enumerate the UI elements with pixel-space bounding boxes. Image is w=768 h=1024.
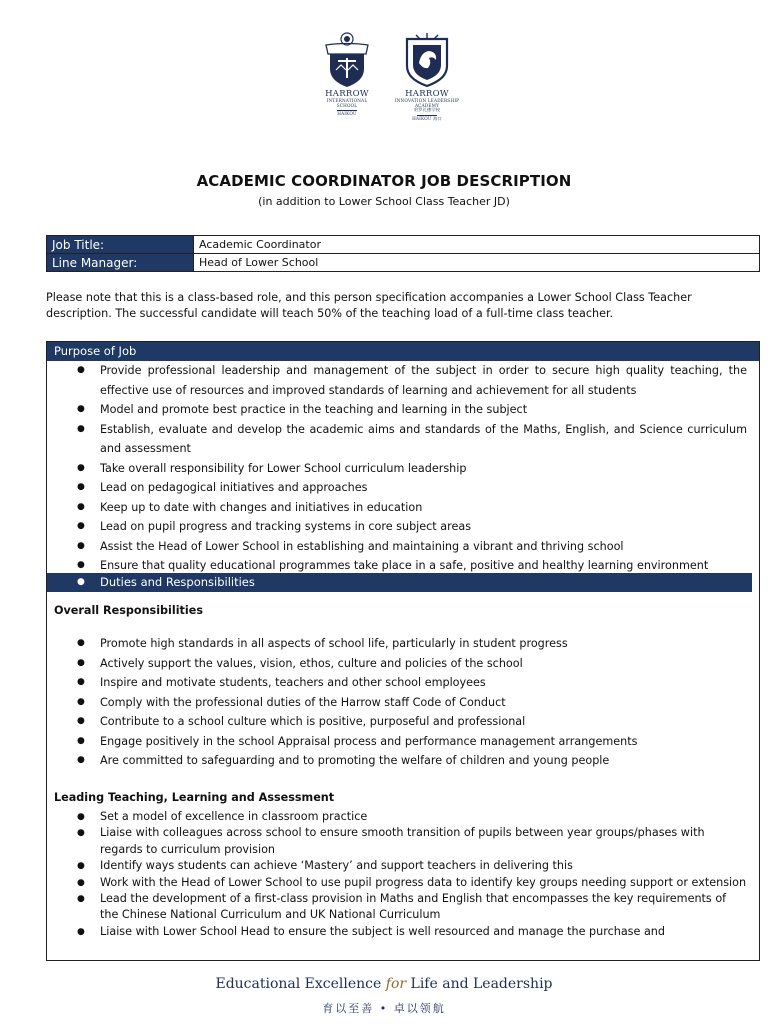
list-item-text: Provide professional leadership and management of the subject in order to secure high quality teaching, the effective use of resources and improved standards of learning and achievement for all students	[100, 364, 747, 397]
job-title-value: Academic Coordinator	[194, 236, 760, 254]
logo-line: ACADEMY	[414, 102, 440, 108]
list-item-text: Lead the development of a first-class provision in Maths and English that encompasses the key requirements of the Chinese National Curriculum and UK National Curriculum	[100, 892, 727, 922]
bullet-icon: ●	[77, 482, 85, 492]
footer-motto-chinese: 育以至善 • 卓以领航	[322, 1002, 446, 1015]
table-row	[47, 254, 760, 272]
bullet-icon: ●	[77, 894, 85, 905]
bullet-icon: ●	[77, 462, 85, 473]
list-item-text: Liaise with colleagues across school to ensure smooth transition of pupils between year groups/phases with regards to curriculum provision	[100, 826, 705, 856]
list-item-text: Model and promote best practice in the teaching and learning in the subject	[100, 403, 528, 416]
lion-shield-icon	[402, 32, 452, 88]
list-item-text: Lead on pupil progress and tracking systems in core subject areas	[100, 520, 472, 533]
logo-line: SCHOOL	[336, 102, 358, 108]
list-item-text: Establish, evaluate and develop the academic aims and standards of the Maths, English, and Science curriculum and assessment	[100, 422, 747, 455]
bullet-icon: ●	[77, 861, 85, 872]
bullet-icon: ●	[77, 501, 85, 512]
duties-heading-bar	[47, 573, 752, 592]
job-info-table	[46, 235, 760, 272]
bullet-icon: ●	[77, 696, 85, 707]
harrow-innovation-leadership-academy-logo	[388, 32, 466, 144]
job-title-label: Job Title:	[47, 236, 194, 254]
bullet-icon: ●	[77, 521, 85, 531]
list-item-text: Engage positively in the school Appraisal process and performance management arrangements	[100, 734, 638, 748]
list-item	[47, 732, 759, 752]
motto-for: for	[385, 976, 407, 992]
logo-line: HAIKOU 海口	[412, 115, 442, 121]
list-item-text: Actively support the values, vision, ethos, culture and policies of the school	[100, 656, 523, 670]
list-item	[47, 420, 759, 459]
list-item	[47, 634, 759, 654]
document-title: ACADEMIC COORDINATOR JOB DESCRIPTION	[196, 172, 572, 190]
motto-text: Educational Excellence	[215, 976, 382, 992]
bullet-icon: ●	[77, 877, 85, 888]
leading-teaching-list	[47, 809, 759, 940]
list-item	[47, 478, 759, 498]
list-item	[47, 809, 759, 825]
crest-icon	[322, 32, 372, 88]
list-item	[47, 891, 759, 924]
bullet-icon: ●	[77, 577, 85, 587]
purpose-list	[47, 361, 759, 576]
overall-responsibilities-list	[47, 634, 759, 771]
list-item	[47, 673, 759, 693]
bullet-icon: ●	[77, 657, 85, 668]
bullet-icon: ●	[77, 926, 85, 937]
bullet-icon: ●	[77, 755, 85, 765]
school-logos	[300, 32, 470, 147]
list-item-text: Are committed to safeguarding and to promoting the welfare of children and young people	[100, 754, 610, 767]
list-item-text: Promote high standards in all aspects of school life, particularly in student progress	[100, 637, 568, 650]
logo-line: HAIKOU	[337, 111, 357, 117]
motto-text: Life and Leadership	[410, 976, 553, 992]
bullet-icon: ●	[77, 716, 85, 726]
bullet-icon: ●	[77, 735, 85, 746]
harrow-international-school-logo	[308, 32, 386, 144]
bullet-icon: ●	[77, 638, 85, 648]
list-item	[47, 924, 759, 940]
bullet-icon: ●	[77, 423, 85, 434]
list-item-text: Set a model of excellence in classroom practice	[100, 810, 368, 823]
bullet-icon: ●	[77, 828, 85, 839]
footer-motto	[0, 976, 768, 992]
bullet-icon: ●	[77, 677, 85, 687]
list-item	[47, 654, 759, 674]
bullet-icon: ●	[77, 560, 85, 570]
list-item-text: Contribute to a school culture which is positive, purposeful and professional	[100, 715, 526, 728]
line-manager-label: Line Manager:	[47, 254, 194, 272]
intro-paragraph: Please note that this is a class-based role, and this person specification accompanies a Lower School Class Teacher description. The successful candidate will teach 50% of the teaching load of a full-time class teacher.	[46, 291, 692, 320]
list-item-text: Keep up to date with changes and initiatives in education	[100, 500, 423, 514]
list-item-text: Comply with the professional duties of the Harrow staff Code of Conduct	[100, 695, 506, 709]
table-row	[47, 236, 760, 254]
logo-line: INNOVATION LEADERSHIP	[394, 98, 460, 104]
list-item-text: Work with the Head of Lower School to use pupil progress data to identify key groups needing support or extension	[100, 875, 747, 889]
leading-teaching-heading: Leading Teaching, Learning and Assessment	[54, 791, 335, 804]
list-item	[47, 400, 759, 420]
list-item	[47, 537, 759, 557]
list-item	[47, 361, 759, 400]
list-item	[47, 498, 759, 518]
list-item-text: Ensure that quality educational programmes take place in a safe, positive and healthy learning environment	[100, 559, 709, 572]
list-item	[47, 825, 759, 858]
logo-line: 哈罗礼德学校	[413, 107, 441, 113]
list-item-text: Inspire and motivate students, teachers and other school employees	[100, 676, 486, 689]
logo-line: HARROW	[325, 89, 369, 99]
duties-heading: Duties and Responsibilities	[100, 575, 255, 589]
line-manager-value: Head of Lower School	[194, 254, 760, 272]
overall-responsibilities-heading: Overall Responsibilities	[54, 604, 203, 617]
bullet-icon: ●	[77, 540, 85, 551]
list-item	[47, 751, 759, 771]
list-item-text: Assist the Head of Lower School in establishing and maintaining a vibrant and thriving school	[100, 539, 624, 553]
logo-line: INTERNATIONAL	[326, 98, 368, 104]
logo-line: HARROW	[405, 89, 449, 99]
document-subtitle: (in addition to Lower School Class Teacher JD)	[258, 195, 510, 208]
job-details-box	[46, 341, 760, 961]
list-item-text: Take overall responsibility for Lower School curriculum leadership	[100, 461, 467, 475]
bullet-icon: ●	[77, 365, 85, 375]
list-item	[47, 459, 759, 479]
bullet-icon: ●	[77, 812, 85, 822]
list-item	[47, 875, 759, 891]
list-item	[47, 712, 759, 732]
list-item-text: Identify ways students can achieve ‘Mastery’ and support teachers in delivering this	[100, 859, 573, 873]
list-item	[47, 693, 759, 713]
purpose-heading-bar: Purpose of Job	[47, 342, 759, 361]
list-item	[47, 858, 759, 874]
list-item	[47, 517, 759, 537]
bullet-icon: ●	[77, 404, 85, 414]
list-item-text: Lead on pedagogical initiatives and approaches	[100, 481, 368, 494]
list-item-text: Liaise with Lower School Head to ensure the subject is well resourced and manage the purchase and	[100, 924, 665, 938]
